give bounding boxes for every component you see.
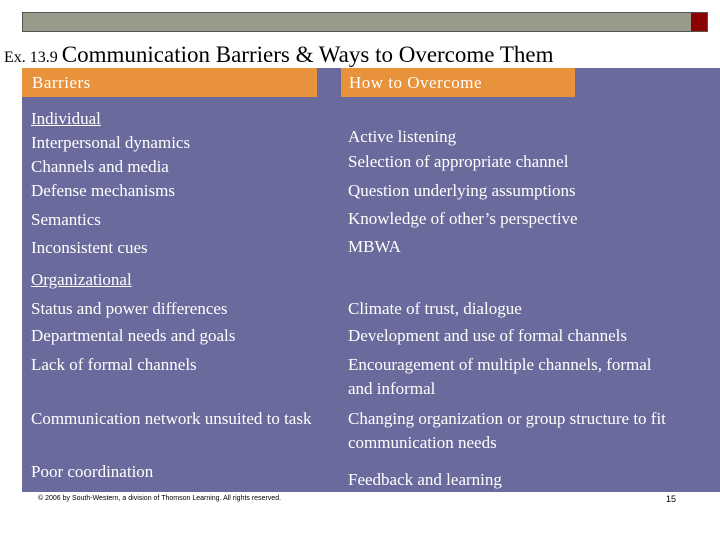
individual-solution: Question underlying assumptions [348, 181, 576, 200]
organizational-solution: Feedback and learning [348, 470, 502, 489]
title-text: Communication Barriers & Ways to Overcome Them [61, 42, 554, 67]
exhibit-number: Ex. 13.9 [4, 49, 58, 66]
organizational-solution: Changing organization or group structure to fit communication needs [348, 409, 666, 452]
top-bar-accent [691, 13, 707, 31]
individual-solution: Active listening [348, 127, 457, 146]
top-decorative-bar [22, 12, 708, 32]
organizational-barrier: Departmental needs and goals [31, 326, 236, 345]
organizational-barrier: Lack of formal channels [31, 355, 197, 374]
individual-barrier: Channels and media [31, 157, 169, 176]
organizational-barrier: Status and power differences [31, 299, 228, 318]
individual-solution: Selection of appropriate channel [348, 152, 569, 171]
individual-barrier: Defense mechanisms [31, 181, 175, 200]
individual-barrier: Inconsistent cues [31, 238, 148, 257]
slide-title [4, 42, 704, 70]
barriers-header: Barriers [22, 68, 317, 97]
copyright-notice: © 2006 by South-Western, a division of Thomson Learning. All rights reserved. [38, 495, 282, 502]
organizational-barrier: Poor coordination [31, 462, 154, 481]
organizational-solution: Development and use of formal channels [348, 326, 627, 345]
organizational-heading: Organizational [31, 270, 132, 289]
individual-heading: Individual [31, 109, 101, 128]
individual-solution: Knowledge of other’s perspective [348, 209, 578, 228]
organizational-solution: Encouragement of multiple channels, formal and informal [348, 355, 652, 398]
individual-barrier: Interpersonal dynamics [31, 133, 191, 152]
individual-solution: MBWA [348, 237, 401, 256]
overcome-header: How to Overcome [341, 68, 575, 97]
page-number: 15 [666, 494, 677, 504]
organizational-solution: Climate of trust, dialogue [348, 299, 522, 318]
individual-barrier: Semantics [31, 210, 101, 229]
organizational-barrier: Communication network unsuited to task [31, 409, 312, 428]
